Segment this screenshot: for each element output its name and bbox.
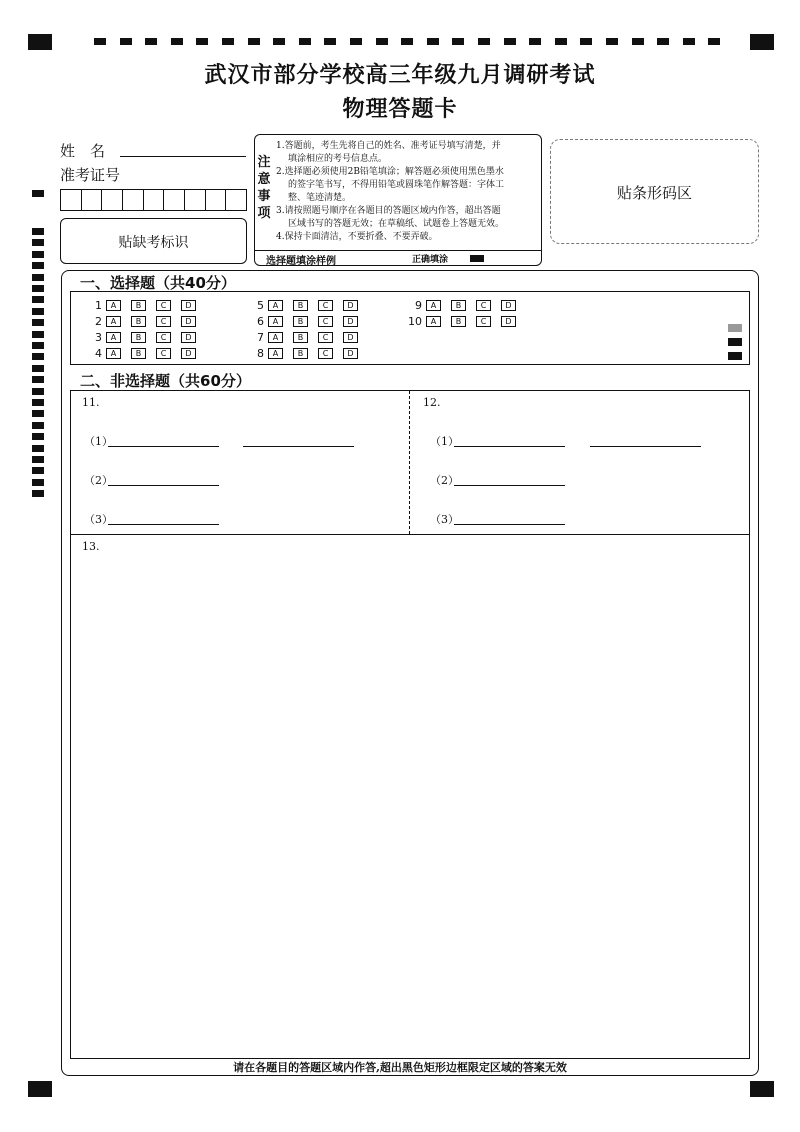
question-number: 10 [408,314,422,328]
barcode-area [550,139,759,244]
notice-item: 4.保持卡面清洁，不要折叠、不要弄破。 [276,232,438,242]
notice-heading-char: 意 [257,172,271,187]
absent-sticker-area [60,218,247,264]
top-timing-mark [657,38,669,45]
q11-sub3-blank[interactable] [108,524,219,525]
q12-sub1-label: （1） [430,435,459,448]
top-timing-mark [555,38,567,45]
notice-heading [256,154,272,222]
question-number: 5 [257,298,264,312]
side-timing-mark [32,399,44,406]
id-digit-cell[interactable] [206,190,227,210]
footer-notice: 请在各题目的答题区域内作答,超出黑色矩形边框限定区域的答案无效 [233,1061,567,1074]
notice-item: 整、笔迹清楚。 [288,193,352,203]
q11-sub1-label: （1） [84,435,113,448]
q12-sub1-blank-b[interactable] [590,446,701,447]
side-timing-mark [32,251,44,258]
q12-sub3-blank[interactable] [454,524,565,525]
choice-option-bubble[interactable]: A [268,316,283,327]
q11-sub3-label: （3） [84,513,113,526]
q-divider [409,391,410,534]
corner-mark-top-right [750,34,774,50]
choice-question [404,314,526,328]
id-digit-cell[interactable] [82,190,103,210]
choice-option-bubble[interactable]: A [106,316,121,327]
top-timing-mark [606,38,618,45]
side-timing-mark [32,456,44,463]
choice-option-bubble[interactable]: A [426,316,441,327]
top-timing-mark [504,38,516,45]
top-timing-mark [350,38,362,45]
notice-item: 2.选择题必须使用2B铅笔填涂；解答题必须使用黑色墨水 [276,167,504,177]
choice-option-bubble[interactable]: D [181,332,196,343]
id-digit-cell[interactable] [226,190,246,210]
corner-mark-bottom-right [750,1081,774,1097]
choice-question [404,298,526,312]
exam-title: 武汉市部分学校高三年级九月调研考试 [204,63,596,88]
side-timing-mark [32,490,44,497]
section1-title: 一、选择题（共40分） [80,274,236,292]
question-number: 6 [257,314,264,328]
corner-mark-bottom-left [28,1081,52,1097]
choice-option-bubble[interactable]: A [268,300,283,311]
top-timing-mark [94,38,106,45]
question-number: 3 [95,330,102,344]
choice-question [90,314,206,328]
question-number: 4 [95,346,102,360]
right-timing-mark [728,352,742,360]
choice-option-bubble[interactable]: B [293,332,308,343]
id-label: 准考证号 [60,166,121,184]
choice-option-bubble[interactable]: D [181,348,196,359]
choice-option-bubble[interactable]: A [106,348,121,359]
side-timing-mark [32,388,44,395]
top-timing-mark [145,38,157,45]
choice-question [90,330,206,344]
side-timing-mark [32,239,44,246]
id-digit-cell[interactable] [185,190,206,210]
choice-option-bubble[interactable]: B [293,316,308,327]
top-timing-mark [222,38,234,45]
question-number: 1 [95,298,102,312]
right-timing-mark [728,324,742,332]
choice-option-bubble[interactable]: D [343,332,358,343]
notice-heading-char: 注 [257,155,271,170]
top-timing-mark [452,38,464,45]
choice-option-bubble[interactable]: C [156,332,171,343]
q11-sub1-blank-a[interactable] [108,446,219,447]
side-timing-mark [32,308,44,315]
choice-option-bubble[interactable]: B [131,300,146,311]
absent-label: 贴缺考标识 [118,235,189,251]
choice-option-bubble[interactable]: C [156,300,171,311]
q12-sub1-blank-a[interactable] [454,446,565,447]
barcode-label: 贴条形码区 [616,184,692,202]
top-timing-mark [120,38,132,45]
top-timing-mark [427,38,439,45]
notice-item: 填涂相应的考号信息点。 [288,154,388,164]
side-timing-mark [32,296,44,303]
choice-question [252,298,368,312]
id-number-grid[interactable] [60,189,247,211]
side-timing-mark [32,467,44,474]
id-digit-cell[interactable] [61,190,82,210]
choice-option-bubble[interactable]: D [343,348,358,359]
side-timing-mark [32,365,44,372]
side-timing-mark [32,342,44,349]
id-digit-cell[interactable] [164,190,185,210]
q13-area[interactable] [70,534,750,1059]
q11-sub2-label: （2） [84,474,113,487]
choice-option-bubble[interactable]: D [181,300,196,311]
choice-option-bubble[interactable]: C [156,316,171,327]
notice-items [276,140,538,244]
top-timing-mark [683,38,695,45]
top-timing-mark [196,38,208,45]
top-timing-mark [248,38,260,45]
side-timing-mark [32,410,44,417]
side-timing-mark [32,479,44,486]
top-timing-mark [324,38,336,45]
choice-question [252,314,368,328]
q11-q12-area[interactable] [70,390,750,535]
side-timing-mark [32,285,44,292]
side-timing-mark [32,353,44,360]
side-timing-mark [32,274,44,281]
id-digit-cell[interactable] [102,190,123,210]
choice-option-bubble[interactable]: C [318,300,333,311]
choice-option-bubble[interactable]: A [426,300,441,311]
top-timing-mark [376,38,388,45]
choice-question [252,346,368,360]
q13-label: 13. [82,540,100,553]
side-timing-mark [32,319,44,326]
notice-item: 区域书写的答题无效；在草稿纸、试题卷上答题无效。 [288,219,505,229]
choice-option-bubble[interactable]: B [131,316,146,327]
q12-label: 12. [423,396,441,409]
corner-mark-top-left [28,34,52,50]
question-number: 9 [415,298,422,312]
choice-option-bubble[interactable]: B [451,316,466,327]
top-timing-mark [401,38,413,45]
side-timing-mark [32,433,44,440]
question-number: 2 [95,314,102,328]
top-timing-mark [299,38,311,45]
notice-item: 3.请按照题号顺序在各题目的答题区域内作答，超出答题 [276,206,501,216]
top-timing-mark [529,38,541,45]
q11-label: 11. [82,396,100,409]
q12-sub3-label: （3） [430,513,459,526]
choice-option-bubble[interactable]: A [106,332,121,343]
choice-option-bubble[interactable]: B [293,348,308,359]
choice-option-bubble[interactable]: C [318,316,333,327]
top-timing-mark [273,38,285,45]
notice-item: 的签字笔书写，不得用铅笔或圆珠笔作解答题：字体工 [288,180,505,190]
choice-option-bubble[interactable]: A [268,332,283,343]
fill-sample-row [254,250,542,266]
choice-option-bubble[interactable]: C [156,348,171,359]
question-number: 8 [257,346,264,360]
choice-question [90,298,206,312]
side-timing-mark [32,262,44,269]
choice-option-bubble[interactable]: C [476,300,491,311]
choice-option-bubble[interactable]: D [181,316,196,327]
choice-option-bubble[interactable]: C [318,348,333,359]
q12-sub2-blank[interactable] [454,485,565,486]
q11-sub2-blank[interactable] [108,485,219,486]
question-number: 7 [257,330,264,344]
choice-option-bubble[interactable]: A [106,300,121,311]
section2-title: 二、非选择题（共60分） [80,372,251,390]
fill-sample-label: 选择题填涂样例 [266,256,336,267]
side-timing-mark [32,331,44,338]
top-timing-mark [478,38,490,45]
choice-option-bubble[interactable]: D [343,300,358,311]
choice-option-bubble[interactable]: B [131,348,146,359]
top-timing-mark [632,38,644,45]
correct-fill-sample [470,255,484,262]
q11-sub1-blank-b[interactable] [243,446,354,447]
name-field[interactable] [120,156,246,157]
id-digit-cell[interactable] [144,190,165,210]
top-timing-mark [171,38,183,45]
side-timing-mark [32,190,44,197]
choice-question [90,346,206,360]
choice-question [252,330,368,344]
side-timing-mark [32,422,44,429]
right-timing-mark [728,338,742,346]
notice-item: 1.答题前，考生先将自己的姓名、准考证号填写清楚，并 [276,141,501,151]
choice-option-bubble[interactable]: D [343,316,358,327]
side-timing-mark [32,376,44,383]
choice-option-bubble[interactable]: B [293,300,308,311]
correct-fill-label: 正确填涂 [412,255,449,265]
choice-option-bubble[interactable]: B [451,300,466,311]
choice-option-bubble[interactable]: D [501,300,516,311]
notice-heading-char: 事 [257,189,271,204]
choice-option-bubble[interactable]: B [131,332,146,343]
choice-option-bubble[interactable]: A [268,348,283,359]
top-timing-mark [708,38,720,45]
side-timing-mark [32,445,44,452]
name-label: 姓 名 [60,142,106,160]
choice-option-bubble[interactable]: C [318,332,333,343]
id-digit-cell[interactable] [123,190,144,210]
notice-heading-char: 项 [257,206,271,221]
choice-option-bubble[interactable]: D [501,316,516,327]
side-timing-mark [32,228,44,235]
q12-sub2-label: （2） [430,474,459,487]
top-timing-mark [580,38,592,45]
choice-option-bubble[interactable]: C [476,316,491,327]
card-title: 物理答题卡 [342,97,458,122]
